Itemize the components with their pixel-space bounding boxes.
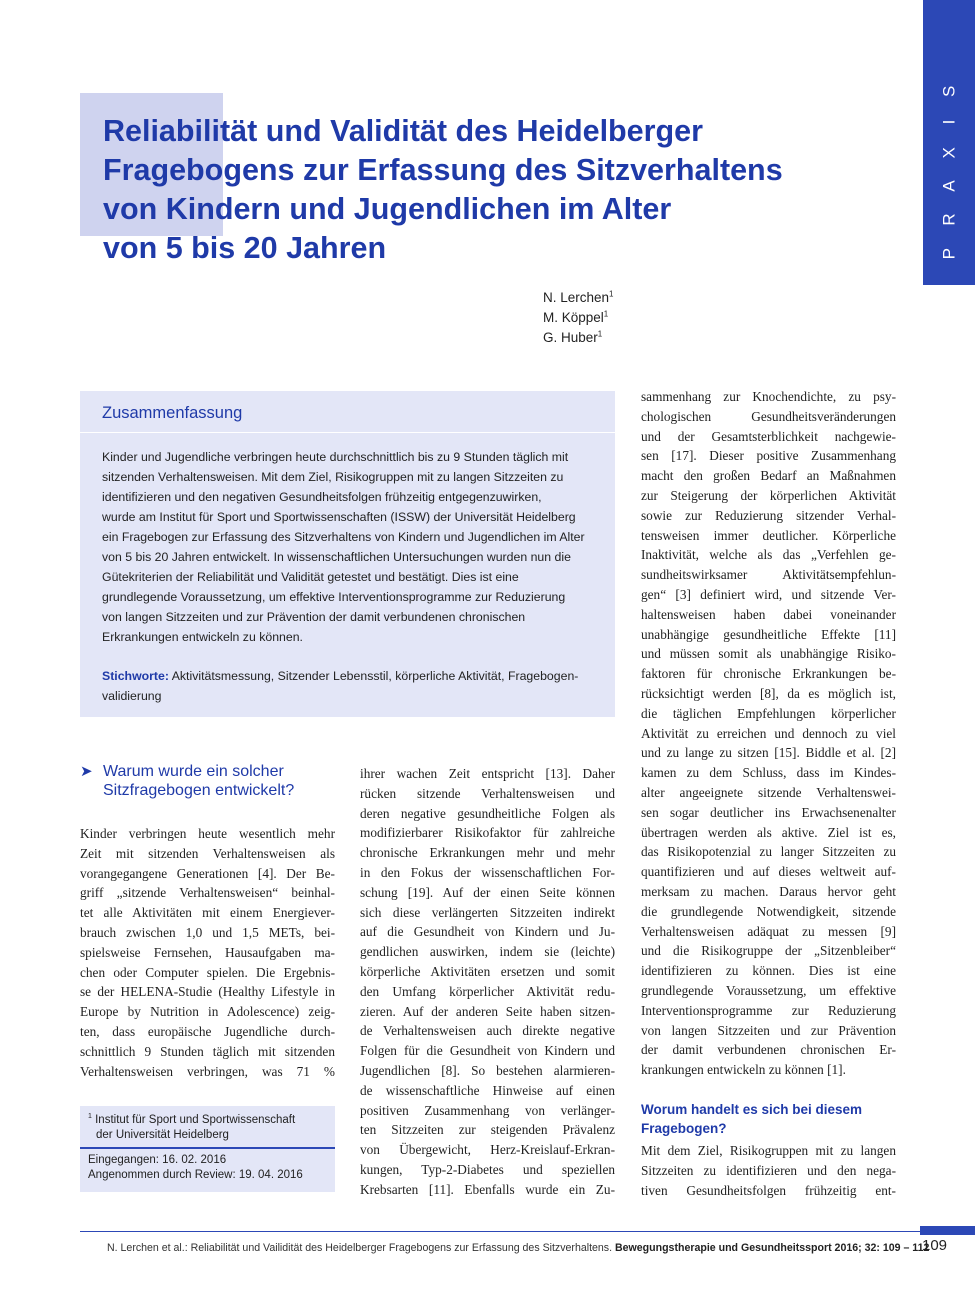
- text-line: griff „sitzende Verhaltensweisen“ beinhal-: [80, 885, 335, 901]
- text-line: Zeit mit sitzenden Verhaltensweisen als: [80, 845, 335, 861]
- abstract-line: von 5 bis 20 Jahren entwickelt. In wissenschaftlichen Untersuchungen wurden nun die: [102, 550, 571, 564]
- divider: [80, 1147, 335, 1149]
- text-line: Europe by Nutrition in Adolescence) zeig-: [80, 1004, 335, 1020]
- author: G. Huber$^1$: [543, 329, 603, 345]
- text-line: de Verhaltensweisen auch direkte negative: [360, 1023, 615, 1039]
- text-line: de wissenschaftliche Hinweise auf einen: [360, 1082, 615, 1098]
- text-line: Aktivität zu erreichen und dennoch zu viel: [641, 725, 896, 741]
- text-line: gen“ [3] definiert wird, und sitzende Ver-: [641, 586, 896, 602]
- text-line: auf die Gesundheit von Kindern und Ju-: [360, 924, 615, 940]
- text-line: quantifizieren und auf dieses weltweit auf-: [641, 864, 896, 880]
- section-title-line: Sitzfragebogen entwickelt?: [103, 782, 295, 799]
- text-line: der damit verbundenen chronischen Er-: [641, 1042, 896, 1058]
- title-line: von Kindern und Jugendlichen im Alter: [103, 192, 672, 226]
- text-line: Folgen für die Gesundheit von Kindern und: [360, 1043, 615, 1059]
- section-side-tab-label: P R A X I S: [939, 76, 959, 259]
- text-line: ten, dass europäische Jugendliche durch-: [80, 1023, 335, 1039]
- body-column-3-continued: [641, 1141, 896, 1200]
- text-line: tiven Gesundheitsfolgen frühzeitig ent-: [641, 1182, 896, 1198]
- text-line: tet alle Aktivitäten mit einem Energiever-: [80, 905, 335, 921]
- body-column-2: [360, 764, 615, 1200]
- abstract-line: von langen Sitzzeiten und zur Prävention der damit verbundenen chronischen: [102, 610, 526, 624]
- text-line: und der Gesamtsterblichkeit nachgewie-: [641, 428, 896, 444]
- affiliation: $^1$ Institut für Sport und Sportwissenschaft der Universität Heidelberg: [88, 1113, 296, 1141]
- text-line: Jugendlichen [8]. So bestehen alarmieren-: [360, 1062, 615, 1078]
- text-line: grundlegende Voraussetzung, um effektive: [641, 982, 896, 998]
- arrow-icon: ➤: [80, 763, 93, 780]
- author-list: [543, 288, 614, 348]
- abstract-line: wurde am Institut für Sport und Sportwissenschaften (ISSW) der Universität Heidelberg: [102, 510, 576, 524]
- text-line: deren negative gesundheitliche Folgen als: [360, 805, 615, 821]
- text-line: sen sogar deutlicher ins Erwachsenenalter: [641, 804, 896, 820]
- keywords-text: Aktivitätsmessung, Sitzender Lebensstil, körperliche Aktivität, Fragebogen-: [168, 669, 579, 683]
- received-date: Eingegangen: 16. 02. 2016: [88, 1154, 227, 1166]
- text-line: positiven Zusammenhang von verlänger-: [360, 1102, 615, 1118]
- text-line: chronische Erkrankungen mehr und mehr: [360, 845, 615, 861]
- text-line: sich diese verlängerten Sitzzeiten indirekt: [360, 904, 615, 920]
- text-line: identifizieren zu können. Dies ist eine: [641, 963, 896, 979]
- text-line: körperliche Aktivitäten ersetzen und somit: [360, 963, 615, 979]
- text-line: Mit dem Ziel, Risikogruppen mit zu langen: [641, 1143, 896, 1158]
- text-line: brauch zwischen 1,0 und 1,5 METs, bei-: [80, 924, 335, 940]
- text-line: gendlichen auswirken, indem sie (leichte): [360, 944, 615, 960]
- text-line: tensweisen immer deutlicher. Körperliche: [641, 527, 896, 543]
- text-line: und müssen somit als unabhängige Risiko-: [641, 646, 896, 662]
- text-line: schnittlich 9 Stunden täglich mit sitzenden: [80, 1043, 335, 1059]
- abstract-line: ein Fragebogen zur Erfassung des Sitzverhaltens von Kindern und Jugendlichen im Alter: [102, 530, 585, 544]
- text-line: chen oder Computer spielen. Die Ergebnis-: [80, 964, 335, 980]
- text-line: kungen, Typ-2-Diabetes und speziellen: [360, 1161, 615, 1177]
- subsection-title-line: Fragebogen?: [641, 1121, 727, 1136]
- text-line: das Risikopotenzial zu langer Sitzzeiten zu: [641, 844, 896, 860]
- text-line: macht den großen Bedarf an Maßnahmen: [641, 468, 896, 484]
- text-line: in den Fokus der wissenschaftlichen For-: [360, 864, 615, 880]
- text-line: vorangegangene Generationen [4]. Der Be-: [80, 865, 335, 881]
- section-title-line: Warum wurde ein solcher: [103, 763, 284, 780]
- text-line: Inaktivität, welche als das „Verfehlen ge-: [641, 547, 896, 563]
- keywords-label: Stichworte:: [102, 669, 169, 683]
- text-line: Interventionsprogramme zur Reduzierung: [641, 1002, 896, 1018]
- article-title: [103, 112, 893, 268]
- page-number-tab: [920, 1226, 975, 1235]
- text-line: sowie zur Reduzierung sitzender Verhal-: [641, 507, 896, 523]
- title-line: von 5 bis 20 Jahren: [103, 231, 387, 265]
- title-line: Fragebogens zur Erfassung des Sitzverhaltens: [103, 153, 783, 187]
- abstract-line: sitzenden Verhaltensweisen. Mit dem Ziel, Risikogruppen mit zu langen Sitzzeiten zu: [102, 470, 564, 484]
- text-line: modifizierbarer Risikofaktor für zahlreiche: [360, 825, 615, 841]
- abstract-line: Erkrankungen entwickeln zu können.: [102, 630, 303, 644]
- submission-dates: [88, 1153, 303, 1183]
- author: N. Lerchen$^1$: [543, 289, 614, 305]
- text-line: zieren. Auf der anderen Seite haben sitzen-: [360, 1003, 615, 1019]
- text-line: faktoren für chronische Erkrankungen be-: [641, 666, 896, 682]
- text-line: alter angeeignete sitzende Verhaltenswei-: [641, 784, 896, 800]
- body-column-1: [80, 824, 335, 1081]
- text-line: rücken sitzende Verhaltensweisen und: [360, 785, 615, 801]
- text-line: und die Risikogruppe der „Sitzenbleiber“: [641, 943, 896, 959]
- accepted-date: Angenommen durch Review: 19. 04. 2016: [88, 1169, 303, 1181]
- text-line: merksam zu machen. Daraus hervor geht: [641, 883, 896, 899]
- footer-divider: [80, 1231, 920, 1232]
- subsection-title-line: Worum handelt es sich bei diesem: [641, 1102, 863, 1117]
- author: M. Köppel$^1$: [543, 309, 609, 325]
- subsection-heading: [641, 1100, 896, 1138]
- text-line: unabhängige gesundheitliche Effekte [11]: [641, 626, 896, 642]
- section-side-tab-label-wrap: [923, 0, 975, 285]
- text-line: kamen zu dem Schluss, dass im Kindes-: [641, 765, 896, 781]
- text-line: von langen Sitzzeiten und zur Prävention: [641, 1022, 896, 1038]
- text-line: Verhaltensweisen adäquat zu messen [9]: [641, 923, 896, 939]
- abstract-line: Kinder und Jugendliche verbringen heute durchschnittlich bis zu 9 Stunden täglich mit: [102, 450, 569, 464]
- text-line: ten Sitzzeiten zur steigenden Prävalenz: [360, 1122, 615, 1138]
- text-line: die grundlegende Notwendigkeit, sitzende: [641, 903, 896, 919]
- text-line: die täglichen Empfehlungen körperlicher: [641, 705, 896, 721]
- text-line: zur Steigerung der körperlichen Aktivität: [641, 487, 896, 503]
- text-line: übertragen werden als aktive. Ziel ist es,: [641, 824, 896, 840]
- page-number: 109: [922, 1237, 948, 1254]
- body-column-3: [641, 387, 896, 1080]
- affiliation-box: [80, 1106, 335, 1192]
- text-line: Krebsarten [11]. Ebenfalls wurde ein Zu-: [360, 1181, 615, 1197]
- abstract-line: grundlegende Voraussetzung, um effektive Interventionsprogramme zur Reduzierung: [102, 590, 566, 604]
- text-line: von Übergewicht, Herz-Kreislauf-Erkran-: [360, 1142, 615, 1158]
- text-line: chologischen Gesundheitsveränderungen: [641, 408, 896, 424]
- text-line: ihrer wachen Zeit entspricht [13]. Daher: [360, 766, 615, 781]
- keywords-text: validierung: [102, 689, 162, 703]
- text-line: schung [19]. Auf der einen Seite können: [360, 884, 615, 900]
- text-line: krankungen entwickeln zu können [1].: [641, 1062, 846, 1078]
- text-line: den Umfang körperlicher Aktivität redu-: [360, 983, 615, 999]
- text-line: sammenhang zur Knochendichte, zu psy-: [641, 389, 896, 404]
- text-line: Verhaltensweisen verbringen, was 71 %: [80, 1063, 335, 1079]
- text-line: haltensweisen haben dabei voneinander: [641, 606, 896, 622]
- footer-journal: Bewegungstherapie und Gesundheitssport 2016; 32: 109 – 112: [615, 1242, 930, 1254]
- text-line: und zu lange zu sitzen [15]. Biddle et al. [2]: [641, 745, 896, 761]
- footer-citation: N. Lerchen et al.: Reliabilität und Vailidität des Heidelberger Fragebogens zur Erfassung des Sitzverhaltens. Bewegungstherapie und Gesundheitssport 2016; 32: 109 – 112: [107, 1242, 930, 1254]
- text-line: spielsweise Fernsehen, Hausaufgaben ma-: [80, 944, 335, 960]
- abstract-line: identifizieren und den negativen Gesundheitsfolgen frühzeitig entgegenzuwirken,: [102, 490, 542, 504]
- text-line: se der HELENA-Studie (Healthy Lifestyle in: [80, 984, 335, 1000]
- text-line: rücksichtigt werden [8], da es möglich ist,: [641, 685, 896, 701]
- text-line: sundheitswirksamer Aktivitätsempfehlun-: [641, 567, 896, 583]
- abstract-line: Gütekriterien der Reliabilität und Validität getestet und bestätigt. Dies ist eine: [102, 570, 519, 584]
- abstract-text: [102, 447, 607, 647]
- abstract-heading: Zusammenfassung: [102, 404, 243, 422]
- text-line: Kinder verbringen heute wesentlich mehr: [80, 826, 335, 841]
- text-line: Sitzzeiten zu identifizieren und den nega-: [641, 1162, 896, 1178]
- abstract-box: [80, 391, 615, 717]
- text-line: sen [17]. Dieser positive Zusammenhang: [641, 448, 896, 464]
- title-line: Reliabilität und Validität des Heidelberger: [103, 114, 703, 148]
- abstract-header: [80, 391, 615, 433]
- keywords: [102, 666, 607, 706]
